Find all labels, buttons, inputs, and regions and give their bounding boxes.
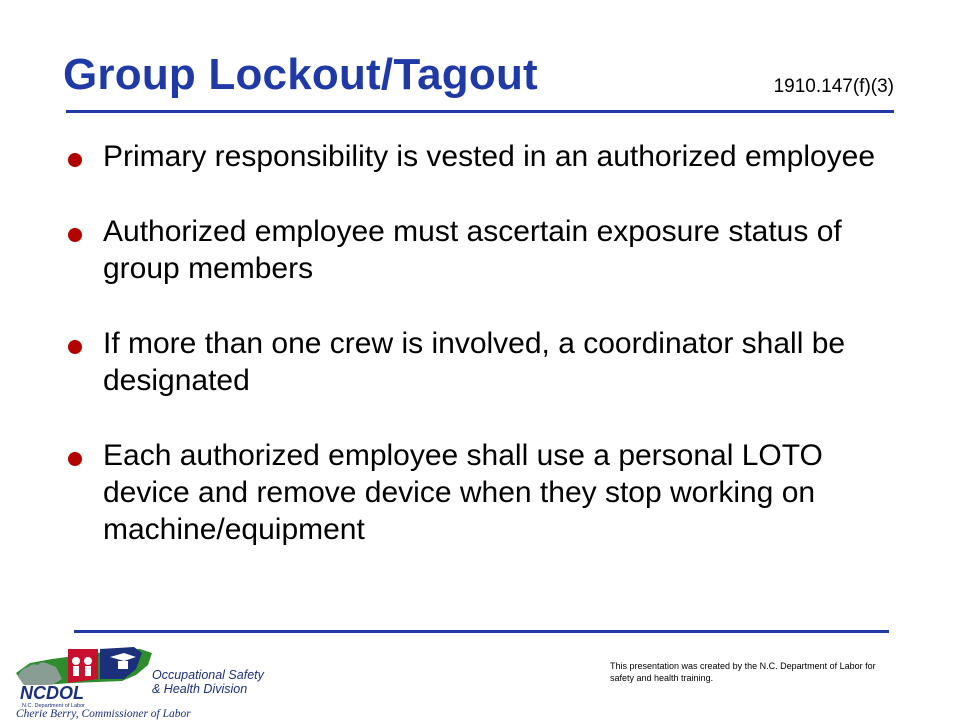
svg-text:Cherie Berry, Commissioner of: Cherie Berry, Commissioner of Labor <box>16 708 191 720</box>
bullet-item <box>68 325 898 399</box>
slide-title: Group Lockout/Tagout <box>63 50 538 99</box>
bullet-dot-icon <box>68 340 82 354</box>
bullet-list <box>68 138 898 586</box>
bullet-dot-icon <box>68 153 82 167</box>
svg-text:N.C. Department of Labor: N.C. Department of Labor <box>22 703 85 709</box>
svg-text:Occupational Safety: Occupational Safety <box>152 668 264 682</box>
bullet-dot-icon <box>68 228 82 242</box>
credit-note: This presentation was created by the N.C. Department of Labor for safety and health training. <box>610 661 876 683</box>
bullet-dot-icon <box>68 452 82 466</box>
bullet-item <box>68 437 898 548</box>
ncdol-logo <box>12 639 268 720</box>
bullet-text: If more than one crew is involved, a coordinator shall be designated <box>103 327 846 397</box>
bullet-item <box>68 213 898 287</box>
bullet-text: Authorized employee must ascertain exposure status of group members <box>103 215 842 285</box>
bullet-text: Each authorized employee shall use a personal LOTO device and remove device when they stop working on machine/equipment <box>103 439 823 546</box>
bullet-item <box>68 138 898 175</box>
title-divider <box>66 110 894 113</box>
bullet-text: Primary responsibility is vested in an authorized employee <box>103 140 876 173</box>
regulation-reference: 1910.147(f)(3) <box>773 76 894 97</box>
svg-text:NCDOL: NCDOL <box>20 683 84 703</box>
svg-text:& Health Division: & Health Division <box>152 682 248 696</box>
footer-divider <box>74 630 889 633</box>
